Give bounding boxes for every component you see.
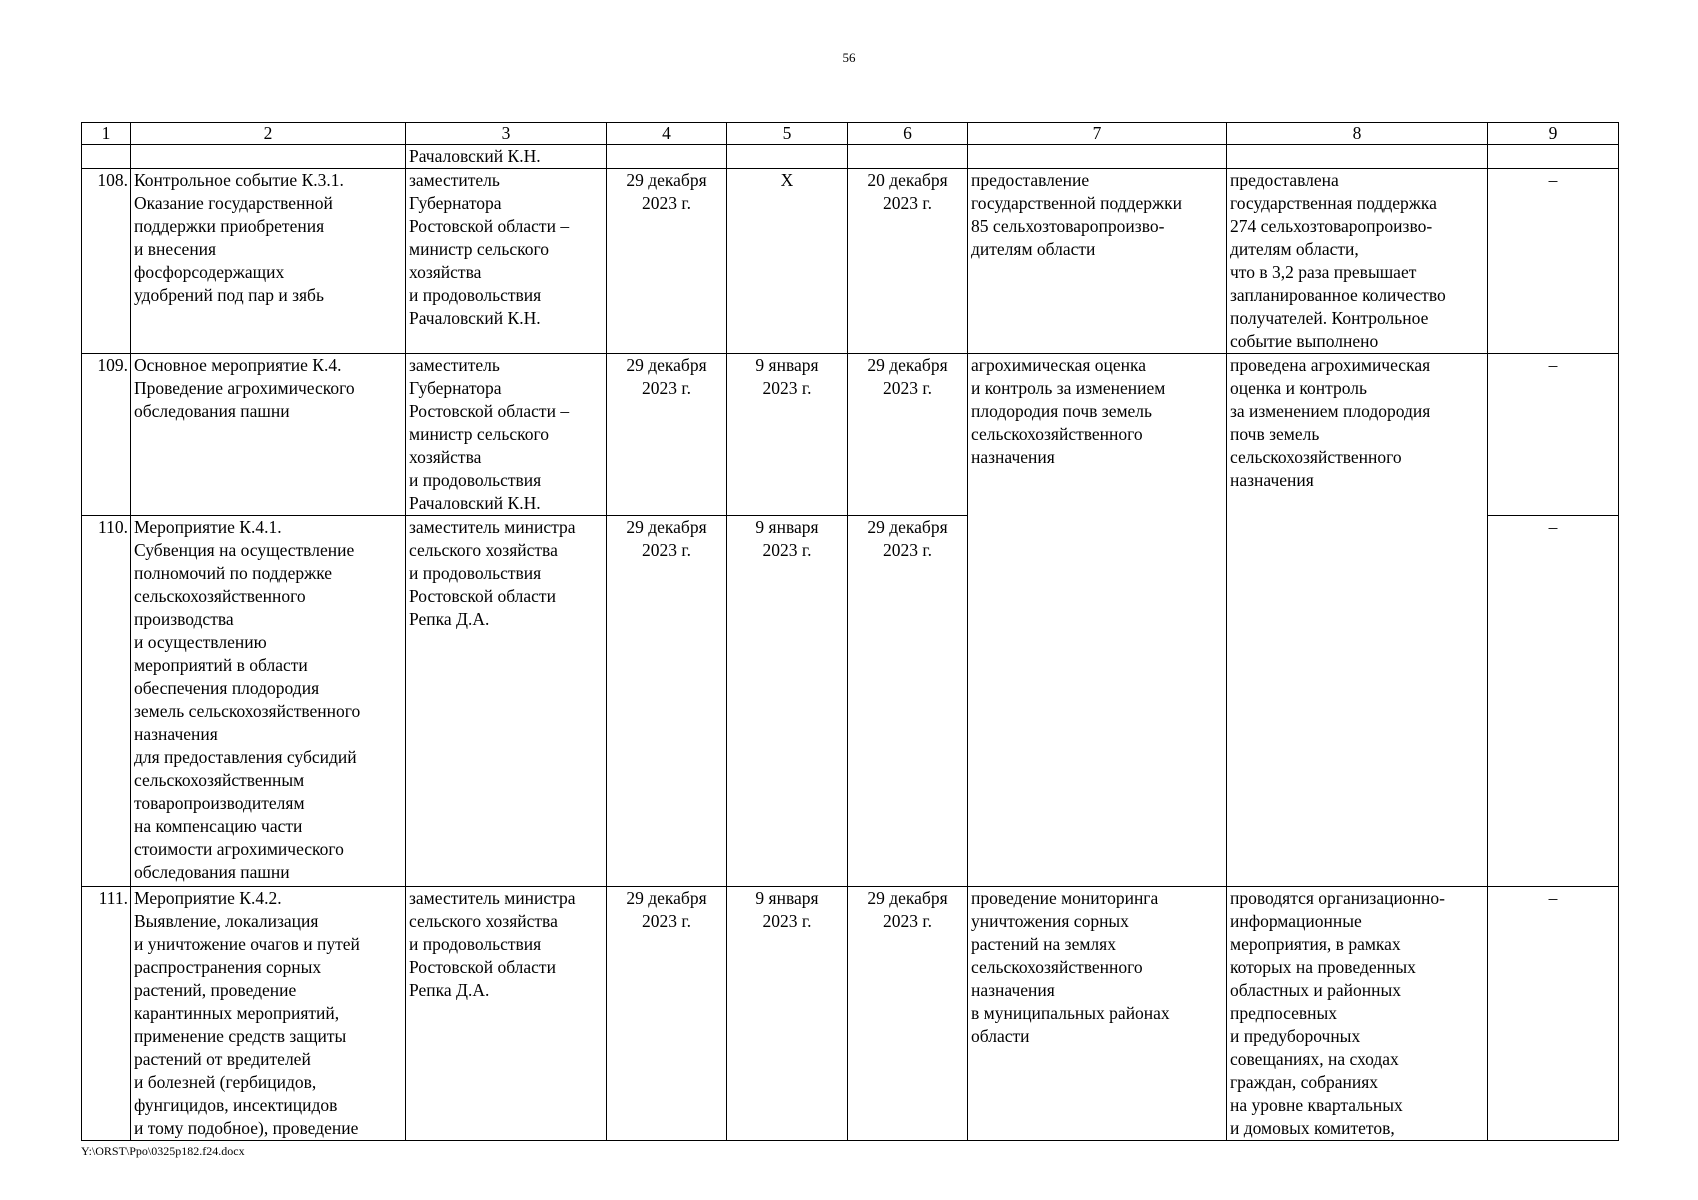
report-table bbox=[81, 122, 1619, 1141]
number-cell bbox=[82, 145, 131, 169]
number-cell: 109. bbox=[82, 354, 131, 516]
event-cell: Основное мероприятие К.4. Проведение агрохимического обследования пашни bbox=[131, 354, 406, 516]
header-cell: 7 bbox=[968, 123, 1227, 145]
event-cell: Мероприятие К.4.1. Субвенция на осуществление полномочий по поддержке сельскохозяйственного производства и осуществлению мероприятий в области обеспечения плодородия земель сельскохозяйственного назначения для предоставления субсидий сельскохозяйственным товаропроизводителям на компенсацию части стоимости агрохимического обследования пашни bbox=[131, 516, 406, 887]
table-row-continuation bbox=[82, 145, 1619, 169]
responsible-cell: заместитель министра сельского хозяйства и продовольствия Ростовской области Репка Д.А. bbox=[406, 887, 607, 1141]
fact-start-cell: 9 января 2023 г. bbox=[727, 887, 848, 1141]
fact-start-cell bbox=[727, 145, 848, 169]
fact-result-cell bbox=[1227, 145, 1488, 169]
table-row-111 bbox=[82, 887, 1619, 1141]
plan-result-cell bbox=[968, 145, 1227, 169]
note-cell: – bbox=[1488, 354, 1619, 516]
fact-result-cell: предоставлена государственная поддержка 274 сельхозтоваропроизво- дителям области, что в 3,2 раза превышает запланированное количество получателей. Контрольное событие выполнено bbox=[1227, 169, 1488, 354]
header-cell: 4 bbox=[607, 123, 727, 145]
header-cell: 6 bbox=[848, 123, 968, 145]
responsible-cell: заместитель Губернатора Ростовской области – министр сельского хозяйства и продовольствия Рачаловский К.Н. bbox=[406, 169, 607, 354]
fact-start-cell: 9 января 2023 г. bbox=[727, 516, 848, 887]
responsible-cell: Рачаловский К.Н. bbox=[406, 145, 607, 169]
plan-result-cell: агрохимическая оценка и контроль за изменением плодородия почв земель сельскохозяйственного назначения bbox=[968, 354, 1227, 887]
fact-result-cell: проведена агрохимическая оценка и контроль за изменением плодородия почв земель сельскохозяйственного назначения bbox=[1227, 354, 1488, 887]
plan-result-cell: предоставление государственной поддержки 85 сельхозтоваропроизво- дителям области bbox=[968, 169, 1227, 354]
note-cell: – bbox=[1488, 516, 1619, 887]
number-cell: 110. bbox=[82, 516, 131, 887]
table-header-row bbox=[82, 123, 1619, 145]
plan-end-cell: 29 декабря 2023 г. bbox=[607, 516, 727, 887]
note-cell: – bbox=[1488, 887, 1619, 1141]
number-cell: 111. bbox=[82, 887, 131, 1141]
fact-end-cell: 29 декабря 2023 г. bbox=[848, 354, 968, 516]
fact-end-cell: 29 декабря 2023 г. bbox=[848, 887, 968, 1141]
header-cell: 9 bbox=[1488, 123, 1619, 145]
plan-end-cell bbox=[607, 145, 727, 169]
note-cell bbox=[1488, 145, 1619, 169]
table-row-108 bbox=[82, 169, 1619, 354]
fact-end-cell: 29 декабря 2023 г. bbox=[848, 516, 968, 887]
page-number: 56 bbox=[842, 50, 856, 65]
event-cell bbox=[131, 145, 406, 169]
fact-start-cell: 9 января 2023 г. bbox=[727, 354, 848, 516]
number-cell: 108. bbox=[82, 169, 131, 354]
note-cell: – bbox=[1488, 169, 1619, 354]
table-row-109 bbox=[82, 354, 1619, 516]
header-cell: 1 bbox=[82, 123, 131, 145]
fact-result-cell: проводятся организационно- информационные мероприятия, в рамках которых на проведенных областных и районных предпосевных и предуборочных совещаниях, на сходах граждан, собраниях на уровне квартальных и домовых комитетов, bbox=[1227, 887, 1488, 1141]
event-cell: Мероприятие К.4.2. Выявление, локализация и уничтожение очагов и путей распространения сорных растений, проведение карантинных мероприятий, применение средств защиты растений от вредителей и болезней (гербицидов, фунгицидов, инсектицидов и тому подобное), проведение bbox=[131, 887, 406, 1141]
plan-end-cell: 29 декабря 2023 г. bbox=[607, 169, 727, 354]
plan-end-cell: 29 декабря 2023 г. bbox=[607, 887, 727, 1141]
footer-file-path: Y:\ORST\Ppo\0325p182.f24.docx bbox=[81, 1144, 245, 1158]
header-cell: 3 bbox=[406, 123, 607, 145]
plan-end-cell: 29 декабря 2023 г. bbox=[607, 354, 727, 516]
header-cell: 8 bbox=[1227, 123, 1488, 145]
header-cell: 2 bbox=[131, 123, 406, 145]
fact-end-cell: 20 декабря 2023 г. bbox=[848, 169, 968, 354]
fact-start-cell: Х bbox=[727, 169, 848, 354]
plan-result-cell: проведение мониторинга уничтожения сорных растений на землях сельскохозяйственного назначения в муниципальных районах области bbox=[968, 887, 1227, 1141]
fact-end-cell bbox=[848, 145, 968, 169]
event-cell: Контрольное событие К.3.1. Оказание государственной поддержки приобретения и внесения фосфорсодержащих удобрений под пар и зябь bbox=[131, 169, 406, 354]
header-cell: 5 bbox=[727, 123, 848, 145]
responsible-cell: заместитель министра сельского хозяйства и продовольствия Ростовской области Репка Д.А. bbox=[406, 516, 607, 887]
responsible-cell: заместитель Губернатора Ростовской области – министр сельского хозяйства и продовольствия Рачаловский К.Н. bbox=[406, 354, 607, 516]
